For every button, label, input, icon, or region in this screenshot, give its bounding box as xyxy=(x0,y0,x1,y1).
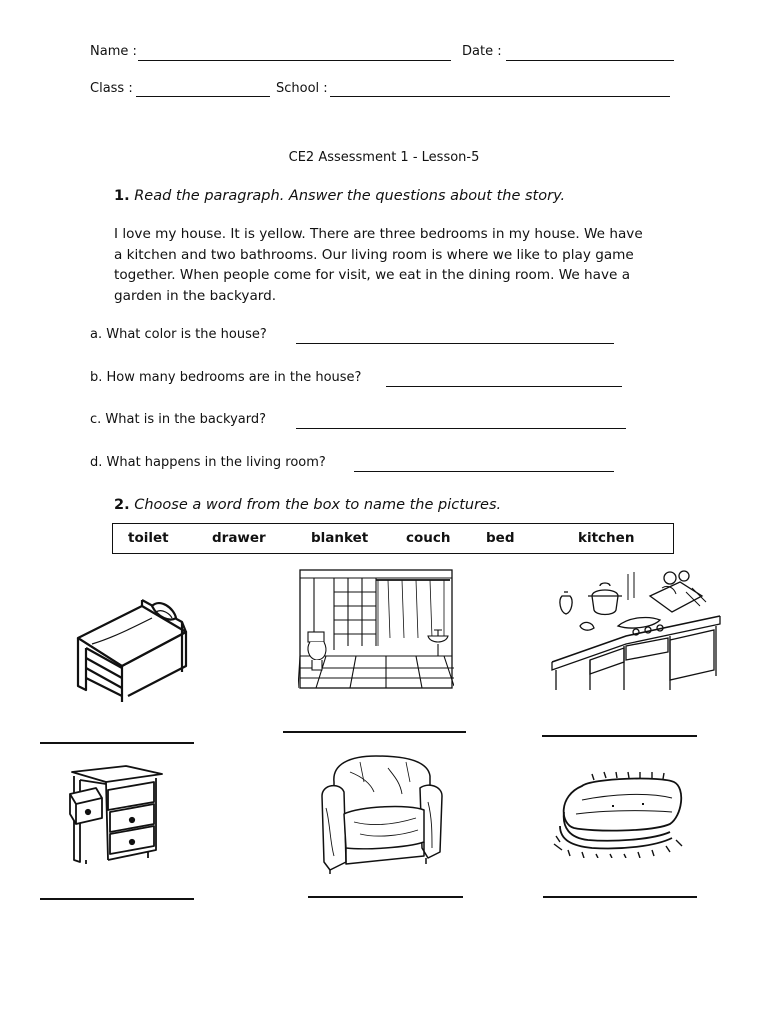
section2-number: 2. xyxy=(114,497,130,513)
answer-a-field[interactable] xyxy=(296,343,614,344)
answer-line-couch[interactable] xyxy=(308,896,463,898)
question-b: b. How many bedrooms are in the house? xyxy=(90,370,362,385)
answer-line-drawer[interactable] xyxy=(40,898,194,900)
answer-line-blanket[interactable] xyxy=(543,896,697,898)
answer-line-bathroom[interactable] xyxy=(283,731,466,733)
answer-c-field[interactable] xyxy=(296,428,626,429)
question-a: a. What color is the house? xyxy=(90,327,267,342)
name-field[interactable] xyxy=(138,60,451,61)
word-couch: couch xyxy=(406,530,451,546)
section2-instruction: Choose a word from the box to name the pictures. xyxy=(134,497,502,513)
date-label: Date : xyxy=(462,44,502,59)
word-bed: bed xyxy=(486,530,515,546)
school-field[interactable] xyxy=(330,96,670,97)
kitchen-picture xyxy=(550,566,722,692)
word-box xyxy=(112,523,674,554)
section1-instruction: Read the paragraph. Answer the questions about the story. xyxy=(134,188,566,204)
paragraph-line: a kitchen and two bathrooms. Our living room is where we like to play game xyxy=(114,246,634,263)
answer-b-field[interactable] xyxy=(386,386,622,387)
section1-number: 1. xyxy=(114,188,130,204)
word-kitchen: kitchen xyxy=(578,530,635,546)
date-field[interactable] xyxy=(506,60,674,61)
answer-line-bed[interactable] xyxy=(40,742,194,744)
blanket-picture xyxy=(552,770,688,858)
drawer-picture xyxy=(66,764,166,864)
answer-d-field[interactable] xyxy=(354,471,614,472)
word-toilet: toilet xyxy=(128,530,169,546)
page-title: CE2 Assessment 1 - Lesson-5 xyxy=(288,150,480,165)
class-label: Class : xyxy=(90,81,133,96)
question-c: c. What is in the backyard? xyxy=(90,412,267,427)
bed-picture xyxy=(72,588,192,706)
section2-heading xyxy=(114,497,501,513)
question-d: d. What happens in the living room? xyxy=(90,455,326,470)
name-label: Name : xyxy=(90,44,137,59)
paragraph-line: together. When people come for visit, we eat in the dining room. We have a xyxy=(114,267,631,283)
class-field[interactable] xyxy=(136,96,270,97)
word-blanket: blanket xyxy=(311,530,369,546)
word-drawer: drawer xyxy=(212,530,266,546)
section1-heading xyxy=(114,188,565,204)
answer-line-kitchen[interactable] xyxy=(542,735,697,737)
bathroom-picture xyxy=(298,568,454,690)
school-label: School : xyxy=(276,81,328,96)
story-paragraph xyxy=(114,224,689,306)
paragraph-line: I love my house. It is yellow. There are three bedrooms in my house. We have xyxy=(114,226,643,242)
couch-picture xyxy=(320,752,444,876)
paragraph-line: garden in the backyard. xyxy=(114,287,277,304)
